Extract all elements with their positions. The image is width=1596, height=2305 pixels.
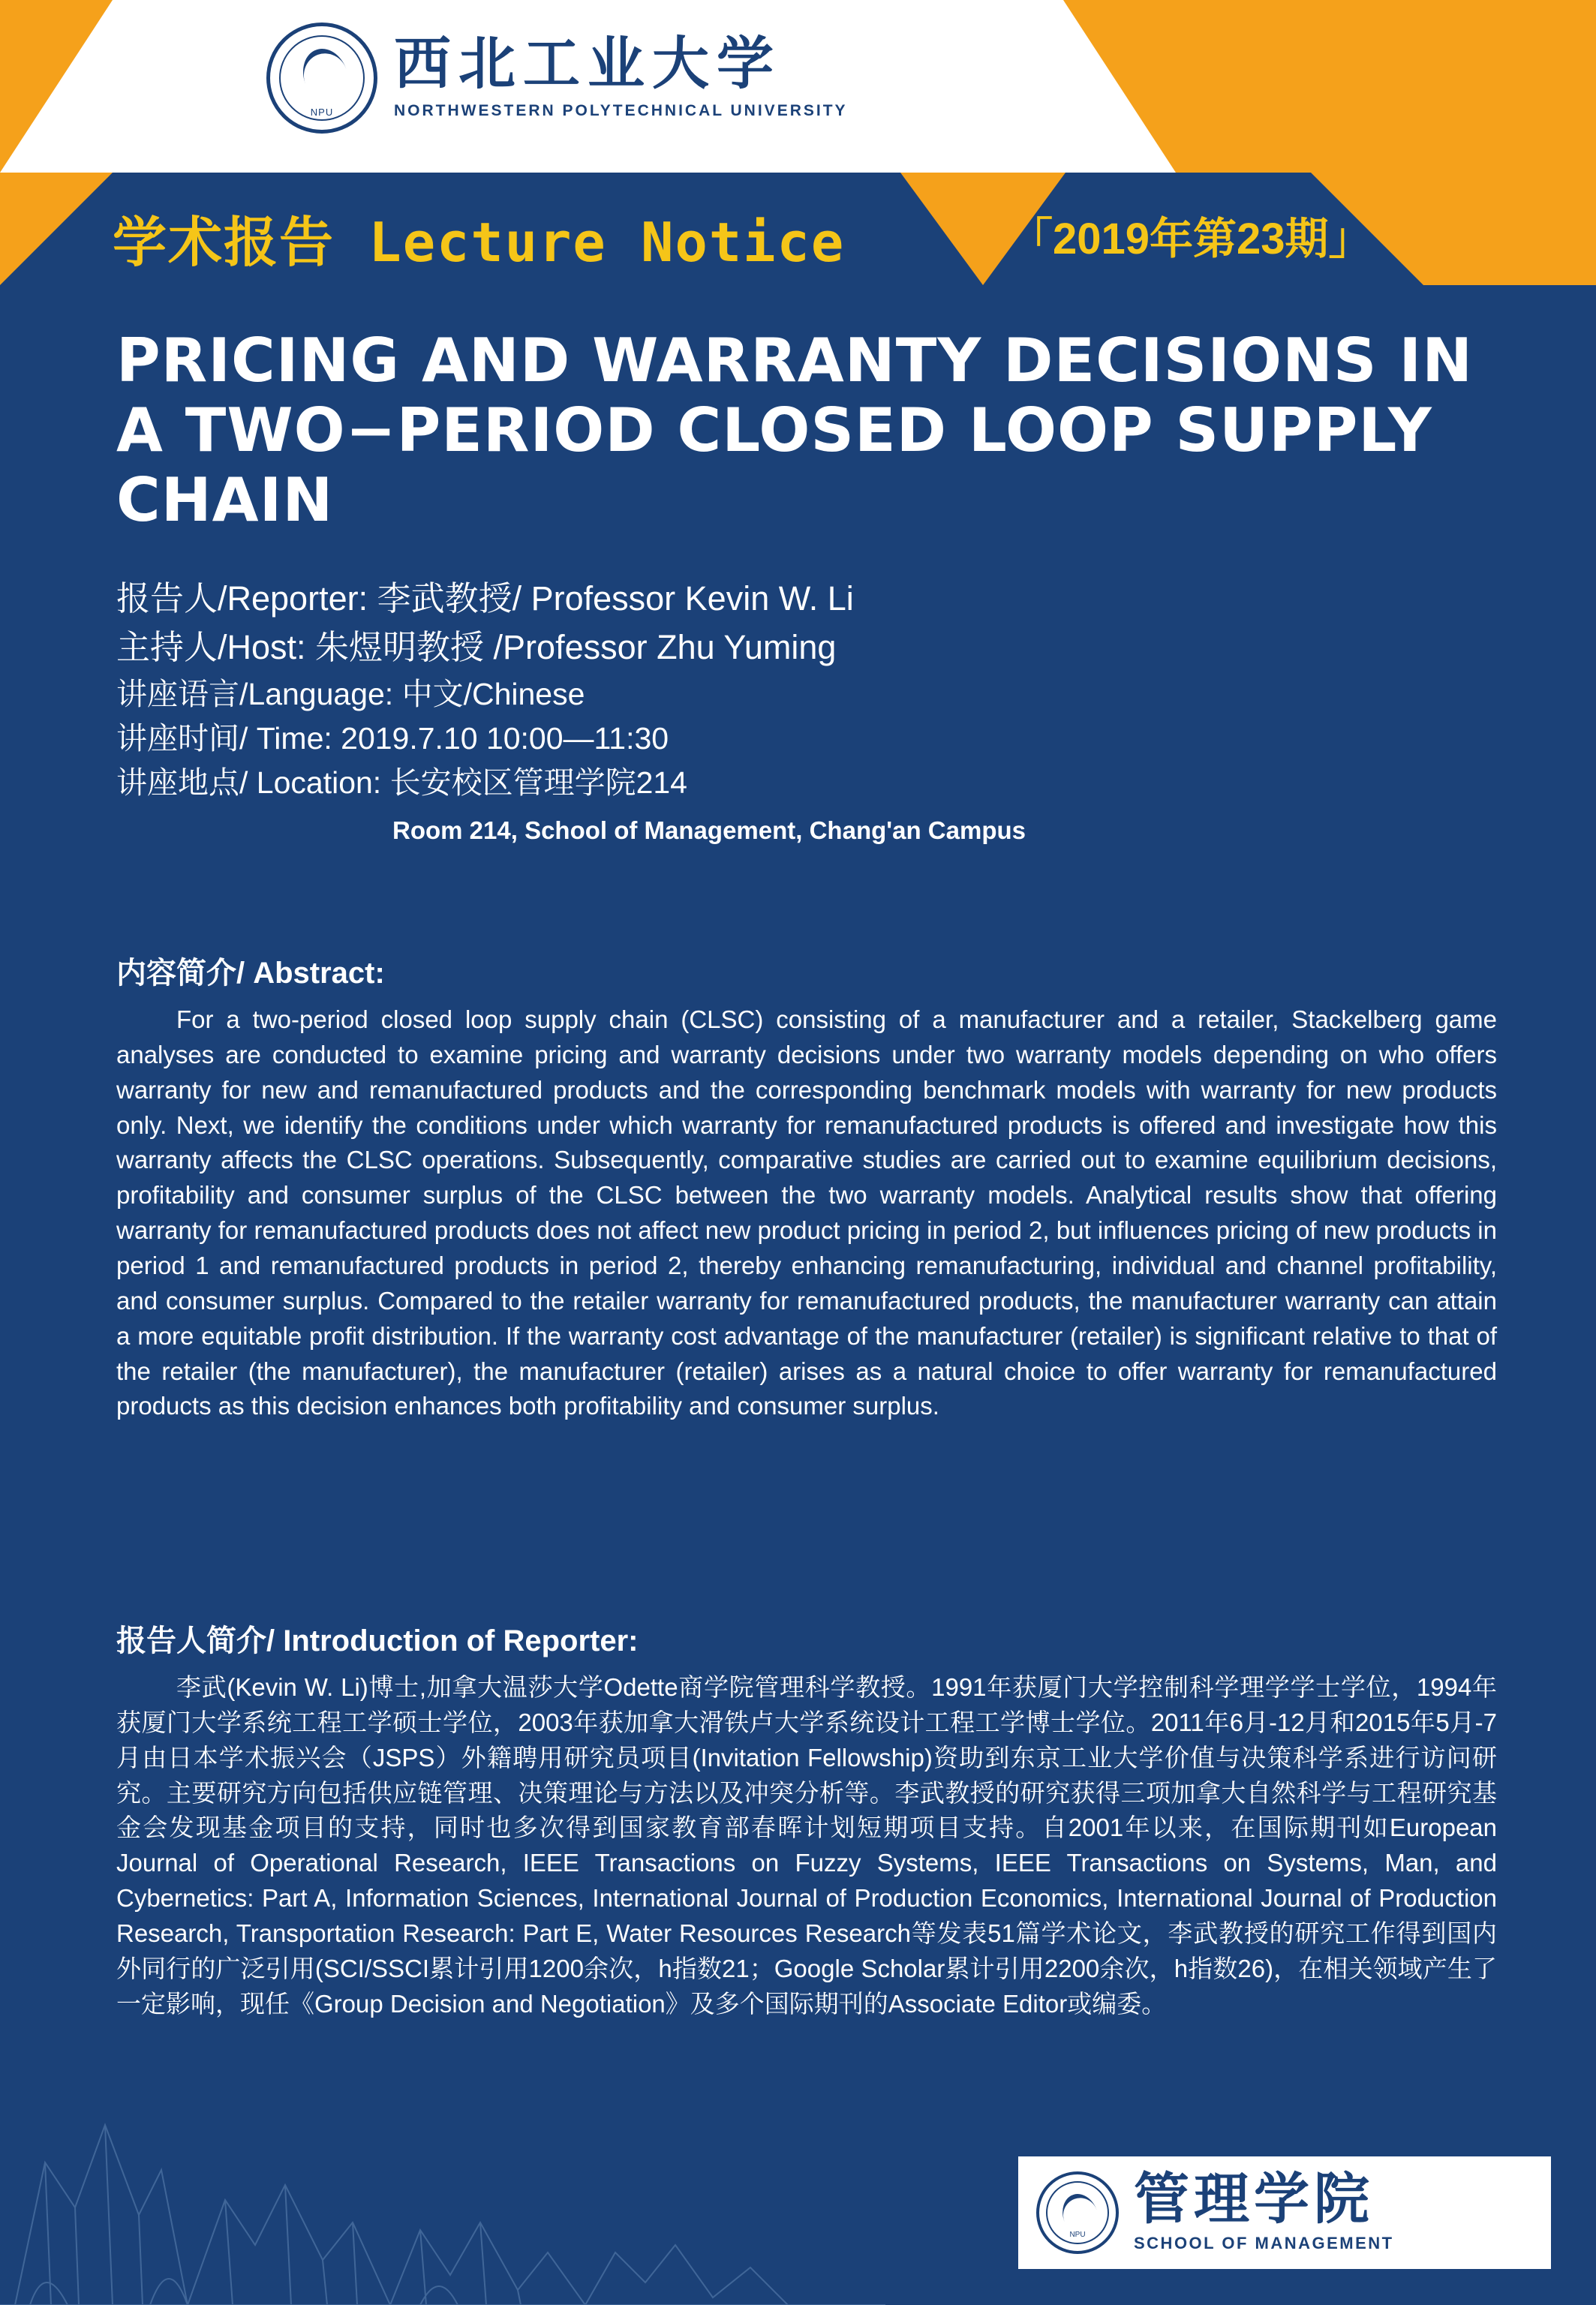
university-name-en: NORTHWESTERN POLYTECHNICAL UNIVERSITY <box>394 102 848 119</box>
school-names <box>1134 2169 1394 2252</box>
university-seal-icon <box>266 23 377 134</box>
lecture-meta <box>116 574 1504 845</box>
page-title: PRICING AND WARRANTY DECISIONS IN A TWO−PERIOD CLOSED LOOP SUPPLY CHAIN <box>116 326 1474 535</box>
meta-reporter: 报告人/Reporter: 李武教授/ Professor Kevin W. Li <box>116 579 854 618</box>
school-seal-icon <box>1036 2171 1119 2254</box>
school-seal-bird-icon <box>1056 2189 1099 2226</box>
notice-header-row <box>0 199 1596 281</box>
mountain-line-art <box>0 1975 885 2305</box>
university-names <box>394 33 848 120</box>
meta-language: 讲座语言/Language: 中文/Chinese <box>116 676 585 711</box>
meta-host: 主持人/Host: 朱煜明教授 /Professor Zhu Yuming <box>116 628 837 667</box>
meta-time: 讲座时间/ Time: 2019.7.10 10:00—11:30 <box>116 720 669 756</box>
abstract-section <box>116 949 1497 1424</box>
school-name-cn: 管理学院 <box>1134 2169 1374 2231</box>
university-logo <box>266 23 848 134</box>
seal-bird-icon <box>296 42 348 89</box>
school-of-management-logo <box>1018 2156 1551 2269</box>
reporter-intro-heading: 报告人简介/ Introduction of Reporter: <box>116 1624 639 1657</box>
notice-issue: 「2019年第23期」 <box>1009 215 1372 263</box>
meta-location-en: Room 214, School of Management, Chang'an Campus <box>392 816 1026 844</box>
reporter-intro-section <box>116 1617 1497 2022</box>
notice-title: 学术报告 Lecture Notice <box>113 211 846 274</box>
university-name-cn: 西北工业大学 <box>394 33 781 96</box>
school-seal-text: NPU <box>1069 2231 1086 2239</box>
reporter-intro-body: 李武(Kevin W. Li)博士,加拿大温莎大学Odette商学院管理科学教授。1991年获厦门大学控制科学理学学士学位，1994年获厦门大学系统工程工学硕士学位，2003年获加拿大滑铁卢大学系统设计工程工学博士学位。2011年6月-12月和2015年5月-7月由日本学术振兴会（JSPS）外籍聘用研究员项目(Invitation Fellowship)资助到东京工业大学价值与决策科学系进行访问研究。主要研究方向包括供应链管理、决策理论与方法以及冲突分析等。李武教授的研究获得三项加拿大自然科学与工程研究基金会发现基金项目的支持，同时也多次得到国家教育部春晖计划短期项目支持。自2001年以来，在国际期刊如European Journal of Operational Research, IEEE Transactions on Fuzzy Systems, IEEE Transactions on Systems, Man, and Cybernetics: Part A, Information Sciences, International Journal of Production Economics, International Journal of Production Research, Transportation Research: Part E, Water Resources Research等发表51篇学术论文，李武教授的研究工作得到国内外同行的广泛引用(SCI/SSCI累计引用1200余次，h指数21；Google Scholar累计引用2200余次，h指数26)，在相关领域产生了一定影响，现任《Group Decision and Negotiation》及多个国际期刊的Associate Editor或编委。 <box>116 1673 1497 2018</box>
seal-text: NPU <box>310 107 334 118</box>
abstract-heading: 内容简介/ Abstract: <box>116 957 385 990</box>
meta-location: 讲座地点/ Location: 长安校区管理学院214 <box>116 765 687 801</box>
top-orange-left-wedge <box>0 0 113 173</box>
abstract-body: For a two-period closed loop supply chain (CLSC) consisting of a manufacturer and a retailer, Stackelberg game analyses are conducted to examine pricing and warranty decisions under two warranty models depending on who offers warranty for new and remanufactured products and the corresponding benchmark models with warranty for new products only. Next, we identify the conditions under which warranty for remanufactured products is offered and investigate how this warranty affects the CLSC operations. Subsequently, comparative studies are carried out to examine equilibrium decisions, profitability and consumer surplus of the CLSC between the two warranty models. Analytical results show that offering warranty for remanufactured products does not affect new product pricing in period 2, but influences pricing of new products in period 1 and remanufactured products in period 2, thereby enhancing remanufacturing, individual and channel profitability, and consumer surplus. Compared to the retailer warranty for remanufactured products, the manufacturer warranty can attain a more equitable profit distribution. If the warranty cost advantage of the manufacturer (retailer) is significant relative to that of the retailer (the manufacturer), the manufacturer (retailer) arises as a natural choice to offer warranty for remanufactured products as this decision enhances both profitability and consumer surplus. <box>116 1005 1497 1420</box>
top-orange-right-block <box>1176 0 1596 173</box>
school-name-en: SCHOOL OF MANAGEMENT <box>1134 2233 1394 2252</box>
